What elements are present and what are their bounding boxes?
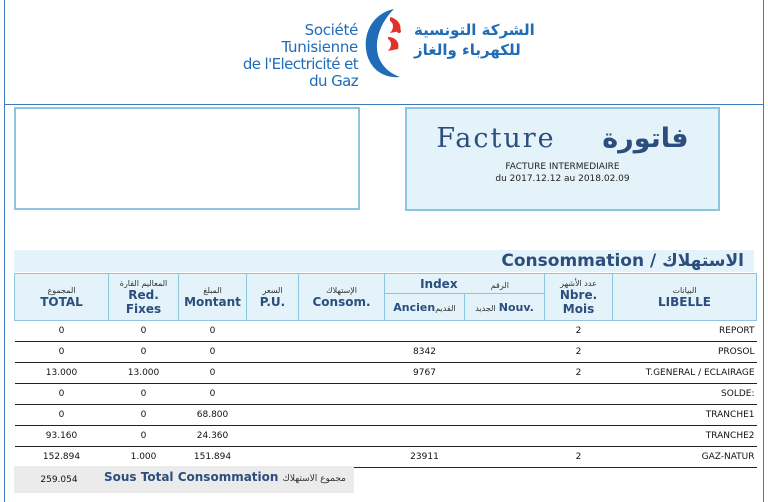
cell-consom — [299, 384, 385, 405]
cell-red: 0 — [109, 384, 179, 405]
cell-ancien — [385, 321, 465, 342]
col-header-total: المجموع TOTAL — [15, 274, 109, 321]
cell-consom — [299, 405, 385, 426]
cell-nouv — [465, 426, 545, 447]
cell-libelle: TRANCHE2 — [613, 426, 757, 447]
company-name-ar — [414, 20, 539, 60]
customer-info-box — [14, 107, 360, 210]
table-row — [15, 426, 757, 447]
cell-consom — [299, 363, 385, 384]
col-header-index: Index الرقم — [385, 274, 545, 294]
company-name-ar-line2: للكهرباء والغاز — [414, 41, 521, 59]
cell-montant: 0 — [179, 342, 247, 363]
company-name-fr-line2: de l'Electricité et du Gaz — [242, 55, 358, 90]
invoice-title-box — [405, 107, 720, 211]
cell-mois: 2 — [545, 342, 613, 363]
cell-montant: 68.800 — [179, 405, 247, 426]
col-header-red-fixes: المعاليم القارة Red. Fixes — [109, 274, 179, 321]
col-header-consom: الإستهلاك Consom. — [299, 274, 385, 321]
cell-total: 13.000 — [15, 363, 109, 384]
cell-pu — [247, 342, 299, 363]
cell-total: 152.894 — [15, 447, 109, 468]
frame-top-border — [4, 104, 764, 105]
steg-logo-icon — [360, 3, 410, 83]
cell-red: 0 — [109, 321, 179, 342]
cell-mois — [545, 405, 613, 426]
cell-montant: 151.894 — [179, 447, 247, 468]
cell-red: 1.000 — [109, 447, 179, 468]
cell-mois: 2 — [545, 363, 613, 384]
cell-mois: 2 — [545, 321, 613, 342]
table-row — [15, 447, 757, 468]
company-name-fr — [228, 22, 358, 90]
cell-libelle: T.GENERAL / ECLAIRAGE — [613, 363, 757, 384]
cell-red: 0 — [109, 426, 179, 447]
col-header-ancien: Ancienالقديم — [385, 294, 465, 321]
cell-montant: 0 — [179, 321, 247, 342]
col-header-montant: المبلغ Montant — [179, 274, 247, 321]
cell-consom — [299, 426, 385, 447]
cell-nouv — [465, 384, 545, 405]
cell-libelle: PROSOL — [613, 342, 757, 363]
cell-mois — [545, 426, 613, 447]
cell-total: 0 — [15, 384, 109, 405]
frame-right-border — [763, 0, 764, 502]
cell-mois: 2 — [545, 447, 613, 468]
cell-red: 13.000 — [109, 363, 179, 384]
col-header-libelle: البيانات LIBELLE — [613, 274, 757, 321]
cell-ancien: 9767 — [385, 363, 465, 384]
table-row — [15, 384, 757, 405]
subtotal-value: 259.054 — [40, 475, 78, 485]
cell-ancien: 23911 — [385, 447, 465, 468]
cell-consom — [299, 342, 385, 363]
col-header-pu: السعر P.U. — [247, 274, 299, 321]
col-header-nouv: الجديد Nouv. — [465, 294, 545, 321]
cell-nouv — [465, 342, 545, 363]
cell-total: 93.160 — [15, 426, 109, 447]
invoice-title-fr: Facture — [436, 123, 556, 154]
cell-pu — [247, 363, 299, 384]
section-header — [14, 250, 754, 272]
cell-montant: 24.360 — [179, 426, 247, 447]
invoice-title-ar: فاتورة — [602, 123, 689, 154]
table-row — [15, 405, 757, 426]
cell-libelle: GAZ-NATUR — [613, 447, 757, 468]
cell-consom — [299, 447, 385, 468]
cell-libelle: TRANCHE1 — [613, 405, 757, 426]
table-row — [15, 321, 757, 342]
cell-total: 0 — [15, 321, 109, 342]
cell-mois — [545, 384, 613, 405]
cell-pu — [247, 321, 299, 342]
subtotal-row — [14, 466, 354, 493]
cell-red: 0 — [109, 405, 179, 426]
section-title: Consommation / الاستهلاك — [501, 251, 744, 271]
cell-montant: 0 — [179, 384, 247, 405]
cell-nouv — [465, 363, 545, 384]
cell-total: 0 — [15, 342, 109, 363]
cell-pu — [247, 426, 299, 447]
subtotal-label — [104, 470, 346, 484]
frame-left-border — [4, 0, 5, 502]
cell-pu — [247, 384, 299, 405]
consumption-table — [14, 273, 757, 468]
subtotal-label-fr: Sous Total Consommation — [104, 470, 279, 484]
table-row — [15, 342, 757, 363]
cell-nouv — [465, 405, 545, 426]
invoice-period: du 2017.12.12 au 2018.02.09 — [495, 174, 630, 184]
col-header-nbre-mois: عدد الأشهر Nbre. Mois — [545, 274, 613, 321]
invoice-type: FACTURE INTERMEDIAIRE — [505, 162, 620, 172]
cell-montant: 0 — [179, 363, 247, 384]
cell-libelle: SOLDE: — [613, 384, 757, 405]
cell-nouv — [465, 447, 545, 468]
cell-total: 0 — [15, 405, 109, 426]
cell-pu — [247, 447, 299, 468]
cell-ancien: 8342 — [385, 342, 465, 363]
cell-pu — [247, 405, 299, 426]
cell-ancien — [385, 405, 465, 426]
company-name-ar-line1: الشركة التونسية — [414, 21, 535, 39]
subtotal-label-ar: مجموع الاستهلاك — [282, 474, 346, 484]
company-name-fr-line1: Société Tunisienne — [281, 21, 358, 56]
cell-libelle: REPORT — [613, 321, 757, 342]
cell-consom — [299, 321, 385, 342]
cell-red: 0 — [109, 342, 179, 363]
invoice-title — [407, 123, 718, 154]
cell-nouv — [465, 321, 545, 342]
table-row — [15, 363, 757, 384]
cell-ancien — [385, 426, 465, 447]
cell-ancien — [385, 384, 465, 405]
